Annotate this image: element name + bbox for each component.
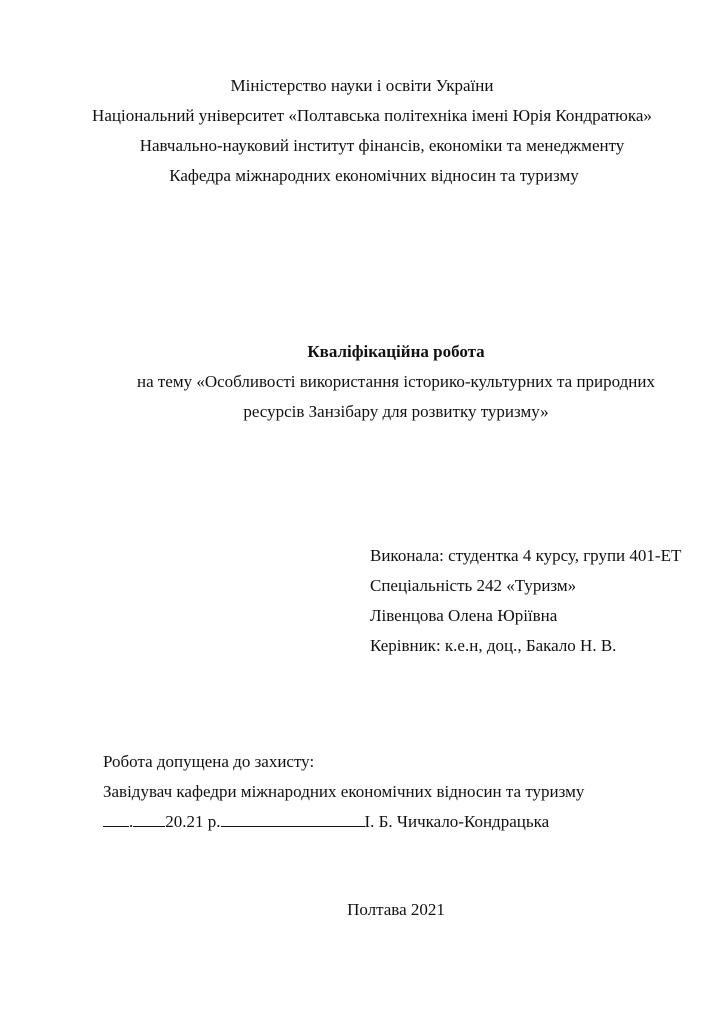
head-name: І. Б. Чичкало-Кондрацька (364, 812, 550, 831)
date-separator: . (129, 812, 134, 831)
specialty: Спеціальність 242 «Туризм» (370, 576, 577, 595)
topic-line-2: ресурсів Занзібару для розвитку туризму» (243, 402, 549, 421)
student-name: Лівенцова Олена Юріївна (370, 606, 558, 625)
signature-line (103, 812, 549, 832)
head-of-department: Завідувач кафедри міжнародних економічних відносин та туризму (103, 782, 585, 801)
work-title: Кваліфікаційна робота (307, 342, 485, 361)
year-text: 20.21 р. (165, 812, 221, 831)
university-line: Національний університет «Полтавська політехніка імені Юрія Кондратюка» (92, 106, 652, 125)
institute-line: Навчально-науковий інститут фінансів, економіки та менеджменту (139, 136, 625, 155)
ministry-line: Міністерство науки і освіти України (230, 76, 494, 95)
city-year: Полтава 2021 (347, 900, 445, 919)
supervisor: Керівник: к.е.н, доц., Бакало Н. В. (370, 636, 617, 655)
performed-by: Виконала: студентка 4 курсу, групи 401-ЕТ (370, 546, 682, 565)
department-line: Кафедра міжнародних економічних відносин та туризму (169, 166, 579, 185)
topic-line-1: на тему «Особливості використання історико-культурних та природних (136, 372, 656, 391)
admitted-label: Робота допущена до захисту: (103, 752, 315, 771)
month-blank (133, 812, 165, 827)
day-blank (103, 812, 129, 827)
signature-blank (221, 812, 365, 827)
